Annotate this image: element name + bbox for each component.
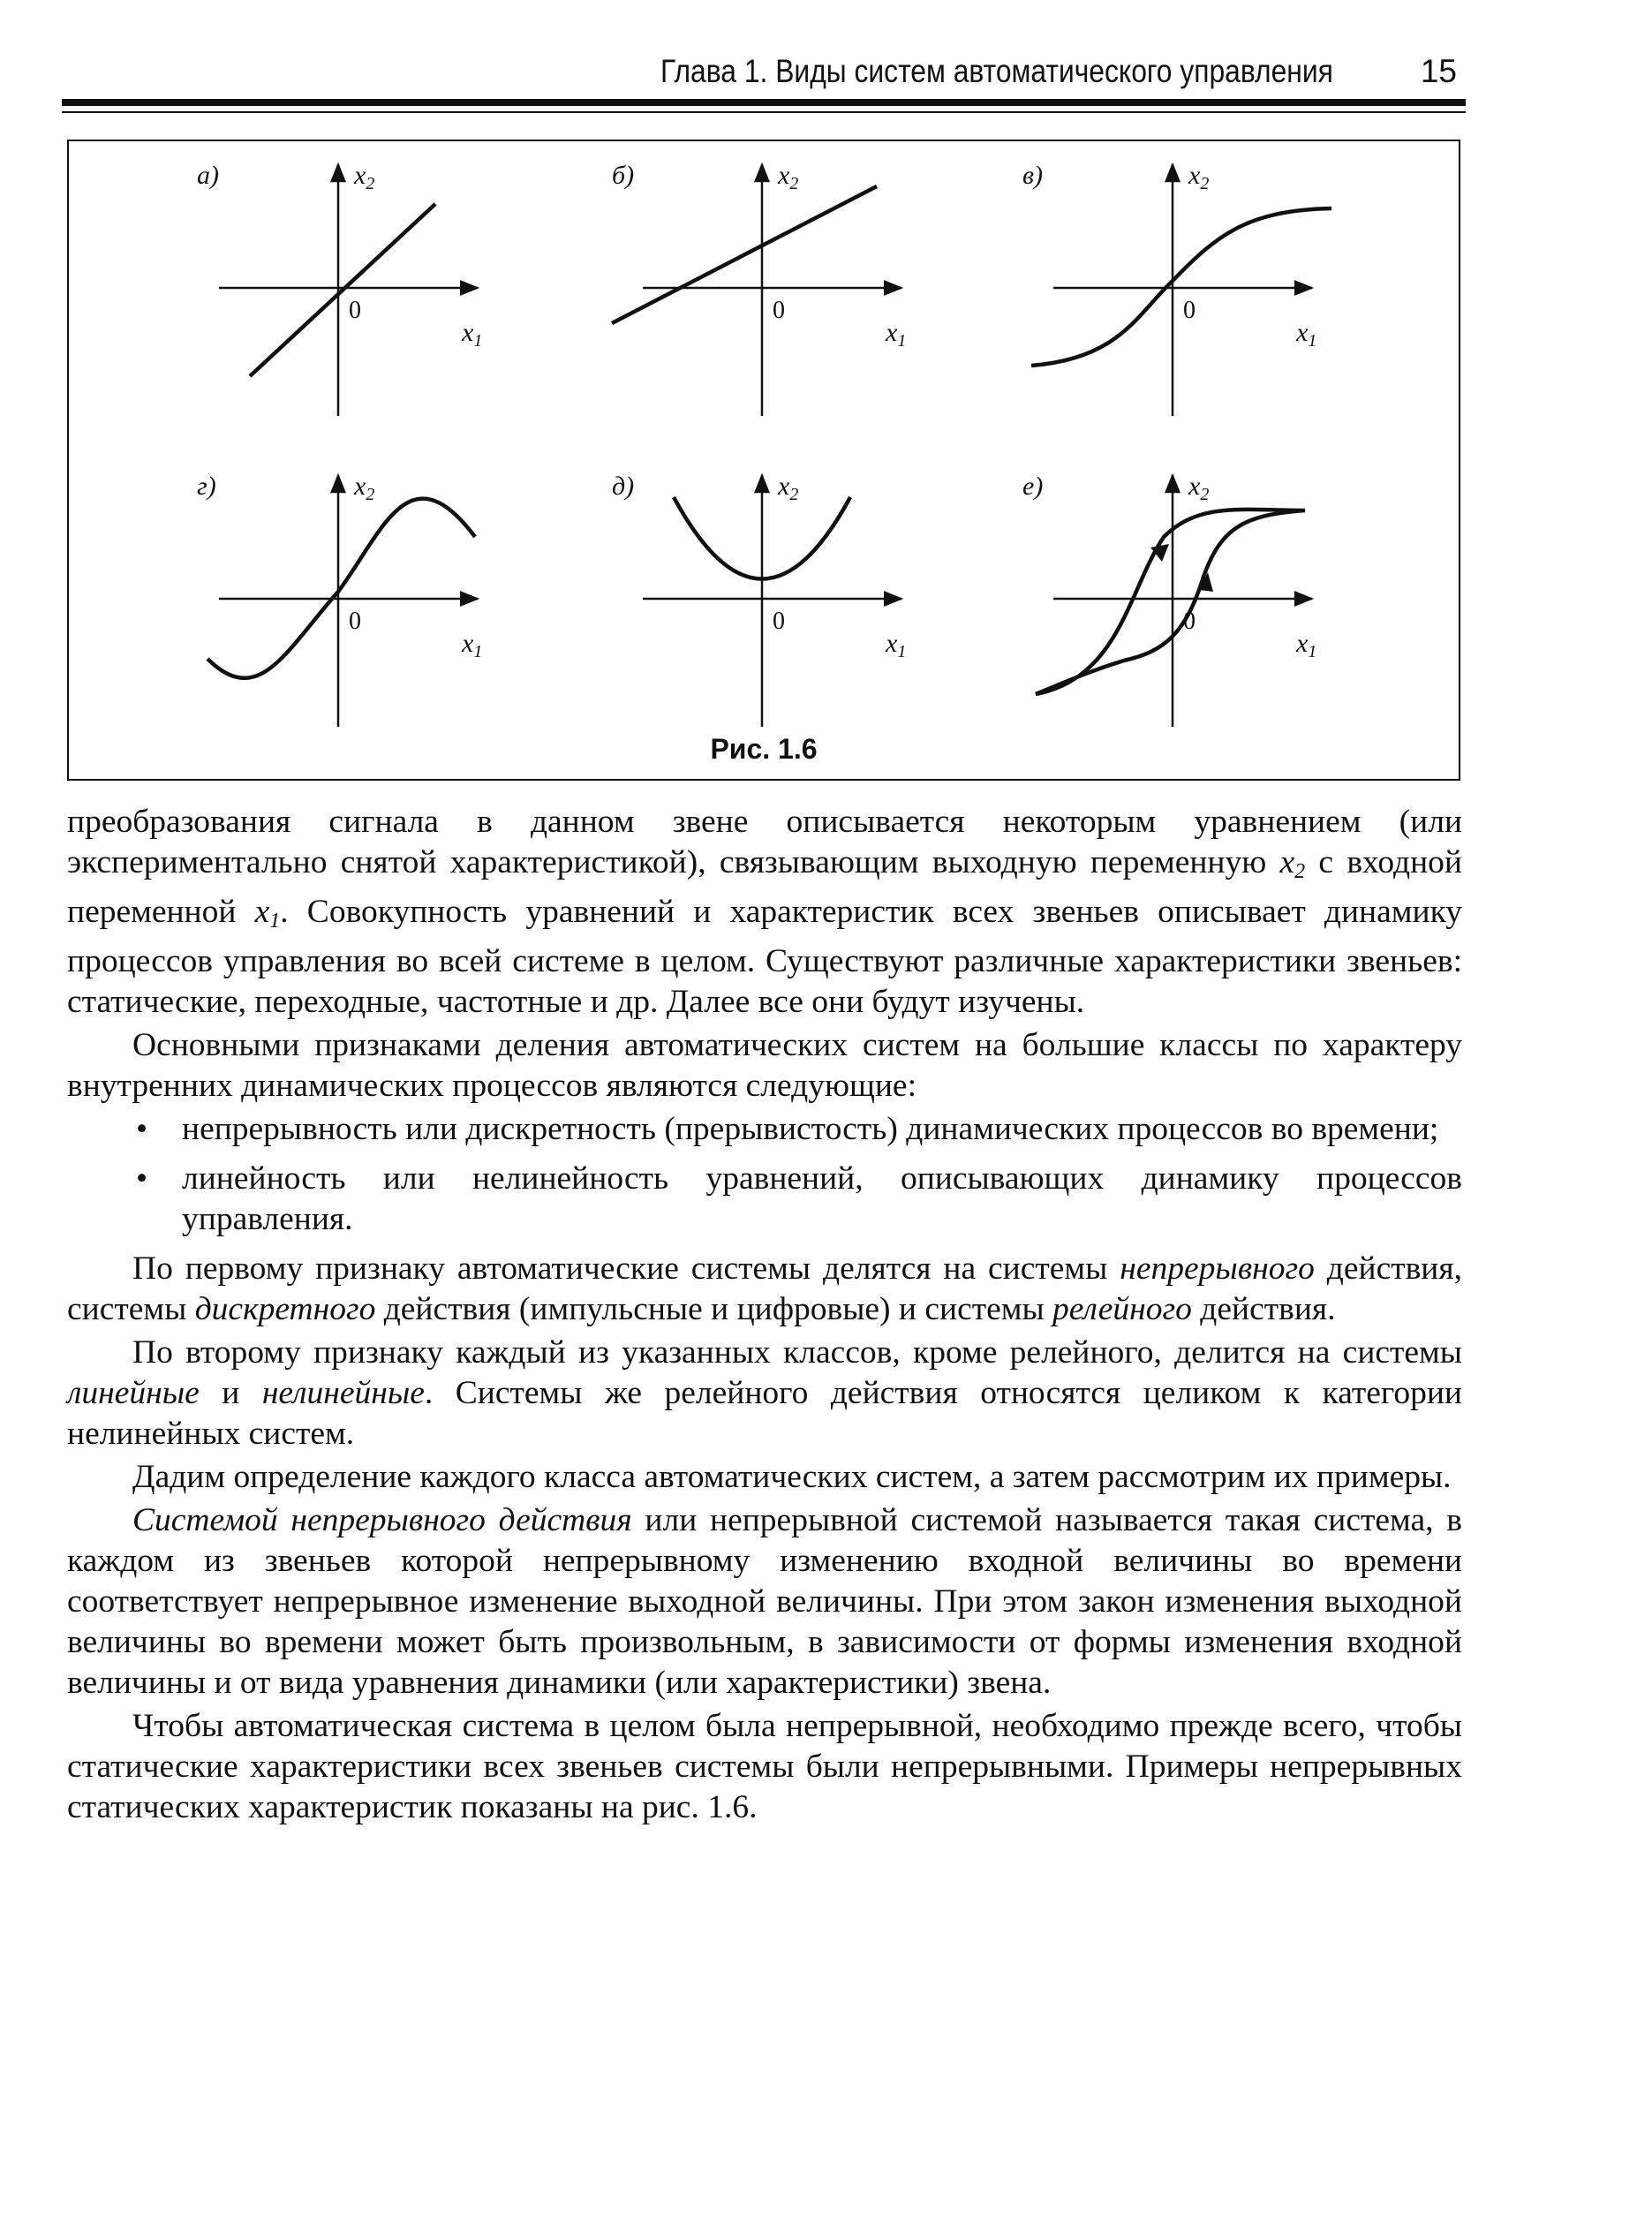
x-axis-label: $x_1$	[886, 629, 907, 661]
bullet-icon: •	[136, 1111, 148, 1147]
paragraph-4: По второму признаку каждый из указанных классов, кроме релейного, делится на системы линейные и нелинейные. Системы же релейного действия относятся целиком к категории нелинейных систем.	[67, 1334, 1462, 1452]
y-axis-label: $x_2$	[1188, 472, 1210, 504]
x-axis-label: $x_1$	[1296, 629, 1317, 661]
x-axis-label: $x_1$	[462, 629, 483, 661]
panel-label: д)	[612, 472, 635, 501]
y-axis-label: $x_2$	[354, 161, 375, 193]
x-axis-label: $x_1$	[886, 318, 907, 351]
body-text	[67, 802, 1462, 1831]
y-axis-label: $x_2$	[1188, 161, 1210, 193]
characteristic-curve-hysteresis	[1036, 510, 1305, 694]
paragraph-1: преобразования сигнала в данном звене описывается некоторым уравнением (или экспериментально снятой характеристикой), связывающим выходную переменную $x_2$ с входной переменной $x_1$. Совокупность уравнений и характеристик всех звеньев описывает динамику процессов управления во всей системе в целом. Существуют различные характеристики звеньев: статические, переходные, частотные и др. Далее все они будут изучены.	[67, 804, 1463, 1020]
chapter-title: Глава 1. Виды систем автоматического управления	[660, 53, 1333, 89]
origin-label: 0	[773, 297, 785, 324]
y-axis-label: $x_2$	[778, 472, 799, 504]
page-number: 15	[1420, 53, 1457, 89]
figure-graphs	[69, 141, 1459, 779]
paragraph-7: Чтобы автоматическая система в целом была непрерывной, необходимо прежде всего, чтобы статические характеристики всех звеньев системы были непрерывными. Примеры непрерывных статических характеристик показаны на рис. 1.6.	[67, 1708, 1462, 1825]
figure-caption: Рис. 1.6	[710, 733, 818, 765]
x-axis-label: $x_1$	[1296, 318, 1317, 351]
origin-label: 0	[349, 608, 361, 635]
y-axis-label: $x_2$	[354, 472, 375, 504]
criteria-list	[67, 1109, 1462, 1240]
header-rule-thick	[62, 99, 1466, 106]
characteristic-curve-linear-through-origin	[250, 204, 435, 376]
x-axis-label: $x_1$	[462, 318, 483, 351]
list-item: • линейность или нелинейность уравнений, описывающих динамику процессов управления.	[136, 1160, 1462, 1237]
bullet-icon: •	[136, 1160, 148, 1197]
paragraph-6: Системой непрерывного действия или непрерывной системой называется такая система, в каждом из звеньев которой непрерывному изменению входной величины во времени соответствует непрерывное изменение выходной величины. При этом закон изменения выходной величины во времени может быть произвольным, в зависимости от формы изменения входной величины и от вида уравнения динамики (или характеристики) звена.	[67, 1502, 1462, 1701]
figure-1-6	[67, 140, 1460, 781]
panel-label: е)	[1022, 472, 1044, 501]
origin-label: 0	[1183, 608, 1196, 635]
origin-label: 0	[1183, 297, 1196, 324]
characteristic-curve-nonmonotonic	[207, 499, 475, 678]
y-axis-label: $x_2$	[778, 161, 799, 193]
paragraph-5: Дадим определение каждого класса автоматических систем, а затем рассмотрим их примеры.	[132, 1459, 1452, 1495]
panel-label: б)	[612, 161, 635, 190]
panel-label: в)	[1022, 161, 1044, 190]
origin-label: 0	[773, 608, 785, 635]
panel-label: г)	[197, 472, 216, 501]
running-header	[62, 51, 1466, 101]
paragraph-2: Основными признаками деления автоматических систем на большие классы по характеру внутренних динамических процессов являются следующие:	[67, 1027, 1462, 1104]
list-item: • непрерывность или дискретность (прерывистость) динамических процессов во времени;	[67, 1109, 1462, 1150]
header-rule-thin	[62, 111, 1466, 113]
characteristic-curve-linear-with-offset	[612, 186, 877, 323]
paragraph-3: По первому признаку автоматические системы делятся на системы непрерывного действия, системы дискретного действия (импульсные и цифровые) и системы релейного действия.	[67, 1250, 1462, 1327]
panel-label: а)	[197, 161, 219, 190]
origin-label: 0	[349, 297, 361, 324]
